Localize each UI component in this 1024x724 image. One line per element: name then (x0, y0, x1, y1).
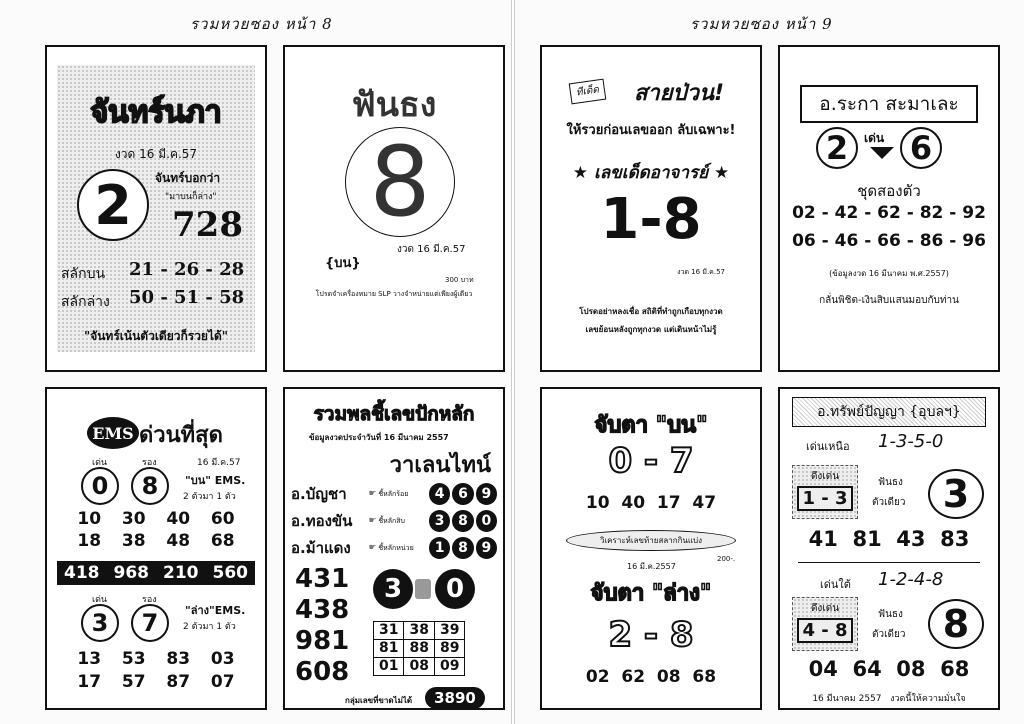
panel-saiphuan (540, 45, 762, 372)
note: โปรดอย่าหลงเชื่อ สถิติที่ทำถูกเกือบทุกงวด (579, 307, 723, 316)
digit-label: ชี้หลักร้อย (378, 489, 409, 498)
big-number: 0 - 7 (608, 441, 694, 481)
circled-number: 0 (81, 467, 119, 505)
circled-digit: 0 (476, 510, 497, 532)
price: 300 บาท (445, 276, 474, 284)
title: จับตา "ล่าง" (590, 581, 712, 606)
sub: 2 ตัวมา 1 ตัว (183, 622, 236, 632)
lead-label: เด่น (92, 458, 108, 468)
panel-fanthong (283, 45, 505, 372)
label: ดึงเด่น (810, 471, 840, 482)
pointer-icon: ☛ (368, 543, 377, 553)
number: 03 (210, 649, 235, 669)
date: งวด 16 มี.ค.57 (397, 244, 466, 255)
info: ข้อมูลงวดประจำวันที่ 16 มีนาคม 2557 (309, 433, 449, 442)
number: 48 (166, 531, 191, 551)
subtitle: วาเลนไทน์ (389, 453, 491, 478)
three-digit: 431 (295, 564, 350, 594)
second-label: รอง (142, 595, 157, 605)
sub: 2 ตัวมา 1 ตัว (183, 492, 236, 502)
number: 13 (77, 649, 102, 669)
ems-badge: EMS (87, 417, 139, 449)
oval-label: วิเคราะห์เลขท้ายสลากกินแบ่ง (566, 530, 736, 551)
circled-number: 3 (81, 604, 119, 642)
circled-number: 0 (435, 569, 475, 609)
sub: "มาบนก็ล่าง" (165, 192, 217, 202)
label: "บน" EMS. (185, 474, 246, 487)
circled-number: 3 (928, 469, 984, 519)
teacher-row (291, 508, 497, 534)
label: "ล่าง"EMS. (185, 604, 246, 617)
circled-number: 8 (928, 599, 984, 649)
label: ดึงเด่น (810, 603, 840, 614)
numbers: 02 62 08 68 (585, 667, 717, 687)
pull-box (792, 597, 858, 651)
circled-digit: 6 (452, 483, 473, 505)
number: 210 (163, 563, 199, 583)
number: 40 (166, 509, 191, 529)
circled-number: 3 (373, 569, 413, 609)
grid-cell: 31 (374, 622, 404, 640)
burst-label: ทีเด็ด (569, 79, 607, 105)
label: เด่นเหนือ (806, 440, 850, 453)
lead-label: เด่น (92, 595, 108, 605)
second-label: รอง (142, 458, 157, 468)
note: เลขย้อนหลังถูกทุกงวด แต่เดินหน้าไม่รู้ (585, 325, 717, 334)
number: 17 (77, 672, 102, 692)
pointer-icon: ☛ (368, 516, 377, 526)
info: (ข้อมูลงวด 16 มีนาคม พ.ศ.2557) (829, 269, 949, 278)
title: อ.ทรัพย์ปัญญา {อุบลฯ} (792, 397, 986, 427)
pull-box (792, 465, 858, 519)
number: 38 (121, 531, 146, 551)
teacher-name: อ.ทองขัน (291, 512, 353, 530)
price: 200-. (717, 555, 736, 563)
grid-cell: 08 (404, 658, 434, 676)
circled-digit: 9 (476, 537, 497, 559)
date: 16 มี.ค.2557 (627, 562, 676, 571)
lead-label: เด่น (864, 131, 885, 145)
title: ด่วนที่สุด (139, 423, 223, 448)
page-header: รวมหวยซอง หน้า 8 (190, 15, 333, 33)
circled-number: 2 (816, 127, 858, 169)
three-digit-bar (57, 561, 255, 585)
subtitle: ให้รวยก่อนเลขออก ลับเฉพาะ! (566, 123, 736, 138)
grid-cell: 09 (434, 658, 464, 676)
digit-label: ชี้หลักสิบ (378, 516, 405, 525)
set-label: ชุดสองตัว (857, 182, 921, 200)
numbers: 1-3-5-0 (878, 431, 944, 452)
numbers: 21 - 26 - 28 (129, 259, 245, 280)
label: เด่นใต้ (820, 578, 851, 591)
circled-number: 6 (900, 127, 942, 169)
panel-raka (778, 45, 1000, 372)
label: ตัวเดียว (872, 629, 906, 640)
three-digit: 438 (295, 595, 350, 625)
numbers: 02 - 42 - 62 - 82 - 92 (792, 203, 986, 223)
number: 87 (166, 672, 191, 692)
circled-number: 7 (131, 604, 169, 642)
teacher-name: อ.บัญชา (291, 485, 347, 503)
circled-digit: 4 (429, 483, 450, 505)
panel-chanthornapha (45, 45, 267, 372)
pair: 4 - 8 (797, 618, 853, 643)
numbers: 06 - 46 - 66 - 86 - 96 (792, 231, 986, 251)
date: งวด 16 มี.ค.57 (677, 268, 725, 276)
number: 10 (77, 509, 102, 529)
amulet-icon (415, 579, 431, 599)
slogan: "จันทร์เน้นตัวเดียวก็รวยได้" (83, 329, 229, 343)
number: 83 (166, 649, 191, 669)
number: 57 (121, 672, 146, 692)
grid-cell: 88 (404, 640, 434, 658)
says: จันทร์บอกว่า (155, 171, 221, 185)
big-number: 2 - 8 (608, 615, 694, 655)
numbers: 04 64 08 68 (808, 657, 970, 681)
title: จันทร์นภา (90, 95, 222, 130)
label: สลักล่าง (61, 294, 110, 310)
circled-number: 8 (345, 127, 455, 237)
three-digit: 728 (172, 205, 243, 245)
circled-digit: 8 (452, 537, 473, 559)
number: 968 (113, 563, 149, 583)
label: ฟันธง (878, 477, 903, 488)
panel-jabta (540, 387, 762, 710)
label: สลักบน (61, 266, 106, 282)
pointer-icon: ☛ (368, 489, 377, 499)
teacher-row (291, 535, 497, 561)
heading: ★ เลขเด็ดอาจารย์ ★ (572, 163, 730, 183)
numbers: 41 81 43 83 (808, 527, 970, 551)
date: 16 มี.ค.57 (197, 458, 241, 468)
circled-number: 2 (77, 169, 149, 241)
title: รวมพลชี้เลขปักหลัก (313, 403, 475, 425)
position: {บน} (325, 256, 361, 271)
slogan: กลั่นพิชิต-เงินสิบแสนมอบกับท่าน (819, 295, 959, 306)
teacher-name: อ.ม้าแดง (291, 539, 351, 557)
teacher-row (291, 481, 497, 507)
grid-cell: 38 (404, 622, 434, 640)
grid-cell: 81 (374, 640, 404, 658)
date: งวด 16 มี.ค.57 (114, 147, 198, 161)
arrow-down-icon (870, 147, 894, 159)
number-grid (373, 621, 465, 676)
title: ฟันธง (351, 85, 437, 125)
number: 418 (64, 563, 100, 583)
number: 18 (77, 531, 102, 551)
number: 30 (121, 509, 146, 529)
circled-digit: 3 (429, 510, 450, 532)
title: อ.ระกา สะมาเละ (800, 85, 978, 123)
note: โปรดจำเครื่องหมาย SLP วางจำหน่ายแต่เพียงผู้เดียว (315, 290, 473, 298)
circled-digit: 9 (476, 483, 497, 505)
title: จับตา "บน" (594, 413, 708, 438)
numbers: 50 - 51 - 58 (129, 287, 245, 308)
number: 60 (210, 509, 235, 529)
footer-label: กลุ่มเลขที่ขาดไม่ได้ (345, 696, 413, 705)
number: 68 (210, 531, 235, 551)
digit-label: ชี้หลักหน่วย (378, 543, 414, 552)
footer-number: 3890 (425, 687, 485, 709)
grid-cell: 39 (434, 622, 464, 640)
circled-number: 8 (131, 467, 169, 505)
circled-digit: 1 (429, 537, 450, 559)
panel-sappanya (778, 387, 1000, 710)
label: ฟันธง (878, 609, 903, 620)
numbers: 10 40 17 47 (585, 493, 717, 513)
grid-cell: 89 (434, 640, 464, 658)
pair: 1 - 3 (797, 486, 853, 511)
panel-ruamphon (283, 387, 505, 710)
big-number: 1-8 (600, 187, 702, 252)
title: สายป่วน! (634, 81, 725, 106)
divider (798, 562, 980, 563)
page-header: รวมหวยซอง หน้า 9 (690, 15, 833, 33)
three-digit: 608 (295, 657, 350, 687)
panel-ems (45, 387, 267, 710)
number: 560 (212, 563, 248, 583)
label: ตัวเดียว (872, 497, 906, 508)
circled-digit: 8 (452, 510, 473, 532)
number: 53 (121, 649, 146, 669)
numbers: 1-2-4-8 (878, 569, 944, 590)
number: 07 (210, 672, 235, 692)
footer: 16 มีนาคม 2557 งวดนี้ให้ความมั่นใจ (812, 694, 966, 704)
grid-cell: 01 (374, 658, 404, 676)
three-digit: 981 (295, 626, 350, 656)
